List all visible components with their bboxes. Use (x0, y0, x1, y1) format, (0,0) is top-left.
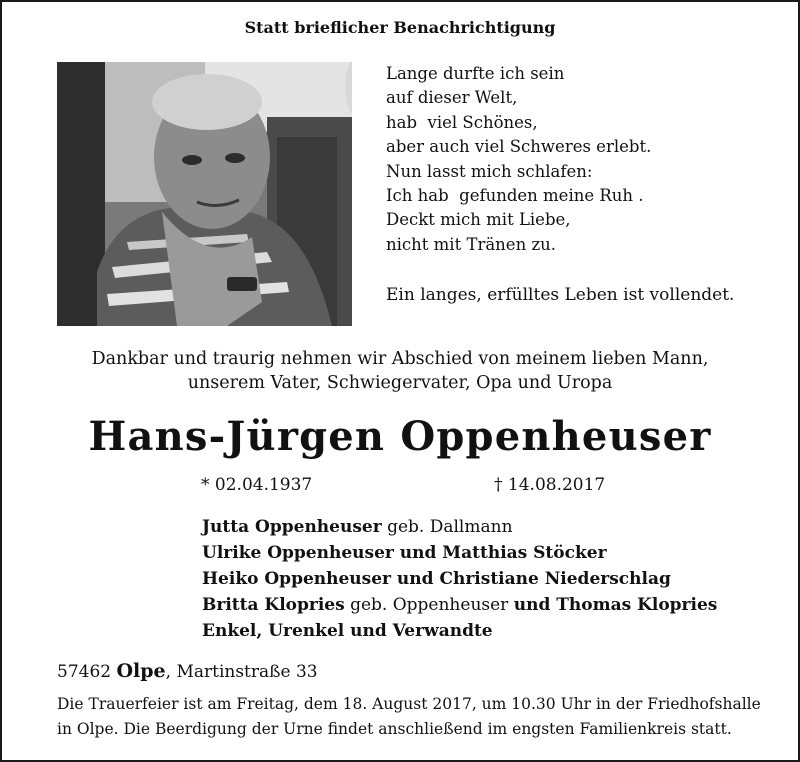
address (57, 660, 318, 682)
poem-line: Lange durfte ich sein (386, 64, 565, 83)
poem-line: Nun lasst mich schlafen: (386, 161, 593, 181)
birth-date: * 02.04.1937 (201, 475, 313, 495)
death-date: † 14.08.2017 (494, 475, 606, 495)
poem-line: aber auch viel Schweres erlebt. (386, 137, 652, 157)
family-member-name: Britta Klopries (202, 595, 345, 615)
family-row (202, 592, 717, 618)
family-member-note: geb. Dallmann (381, 517, 513, 537)
family-member-note: geb. Oppenheuser (344, 595, 514, 615)
info-line: in Olpe. Die Beerdigung der Urne findet anschließend im engsten Familienkreis statt. (57, 720, 732, 738)
poem (386, 62, 651, 257)
poem-line: auf dieser Welt, (386, 88, 518, 108)
poem-line: hab viel Schönes, (386, 112, 538, 132)
address-city: Olpe (116, 660, 166, 682)
family-member-partner: und Thomas Klopries (513, 595, 718, 615)
family-row: Ulrike Oppenheuser und Matthias Stöcker (202, 543, 607, 563)
family-row: Heiko Oppenheuser und Christiane Niederschlag (202, 569, 671, 589)
family-list (202, 514, 717, 644)
poem-line: Ich hab gefunden meine Ruh . (386, 186, 644, 206)
closing-line: Ein langes, erfülltes Leben ist vollendet. (386, 285, 735, 305)
intro-line: Dankbar und traurig nehmen wir Abschied von meinem lieben Mann, (91, 349, 709, 369)
notice-header: Statt brieflicher Benachrichtigung (244, 18, 556, 37)
poem-line: Deckt mich mit Liebe, (386, 210, 571, 230)
family-member-name: Jutta Oppenheuser (202, 517, 382, 537)
intro-line: unserem Vater, Schwiegervater, Opa und Uropa (187, 373, 613, 393)
deceased-name: Hans-Jürgen Oppenheuser (88, 413, 712, 460)
address-street: , Martinstraße 33 (165, 662, 318, 682)
ceremony-info (57, 692, 761, 742)
info-line: Die Trauerfeier ist am Freitag, dem 18. August 2017, um 10.30 Uhr in der Friedhofshalle (57, 695, 761, 713)
family-row: Enkel, Urenkel und Verwandte (202, 621, 493, 641)
intro-text (0, 347, 800, 395)
address-zip: 57462 (57, 662, 117, 682)
poem-line: nicht mit Tränen zu. (386, 234, 557, 254)
family-row (202, 514, 717, 540)
portrait-image (57, 62, 352, 326)
portrait-photo (57, 62, 352, 326)
